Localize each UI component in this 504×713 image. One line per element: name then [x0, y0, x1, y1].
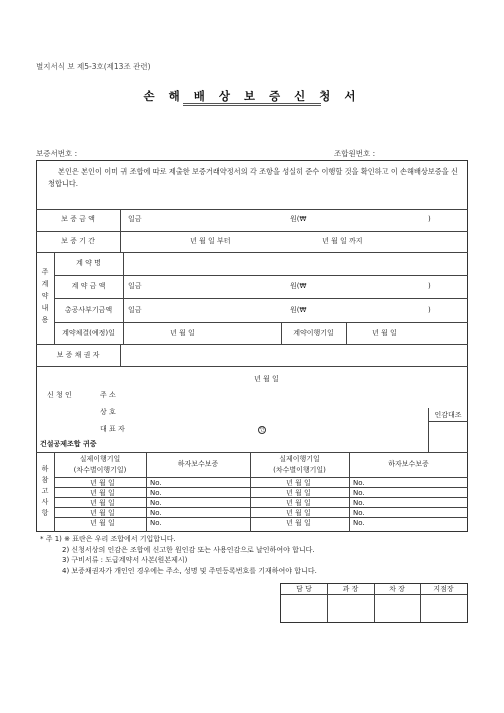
- sub-row-date-2[interactable]: 년 월 일: [286, 499, 311, 507]
- subcontract-label: 총공사부기금액: [64, 306, 113, 314]
- approval-staff: 담 당: [296, 585, 312, 593]
- applicant-address-label: 주 소: [100, 391, 116, 399]
- bond-amount-ilgeum: 일금: [128, 215, 142, 223]
- sub-row-date[interactable]: 년 월 일: [90, 509, 115, 517]
- row-line: [36, 452, 468, 453]
- form-title: 손 해 배 상 보 증 신 청 서: [143, 89, 361, 103]
- sub-row-no-2[interactable]: No.: [353, 519, 365, 527]
- contract-date[interactable]: 년 월 일: [170, 329, 195, 337]
- title-underline-2: [183, 105, 321, 106]
- sub-row-line: [54, 487, 468, 488]
- sub-col-header-4: 하자보수보증: [388, 460, 429, 468]
- sub-row-no-2[interactable]: No.: [353, 499, 365, 507]
- sub-row-line: [54, 477, 468, 478]
- sub-row-date-2[interactable]: 년 월 일: [286, 519, 311, 527]
- applicant-representative-label: 대 표 자: [100, 425, 125, 433]
- row-line: [36, 252, 468, 253]
- sub-row-no[interactable]: No.: [150, 479, 162, 487]
- performance-date[interactable]: 년 월 일: [372, 329, 397, 337]
- contract-amount-won[interactable]: 원(₩: [290, 282, 307, 290]
- sub-row-date[interactable]: 년 월 일: [90, 499, 115, 507]
- sub-row-line: [54, 497, 468, 498]
- contract-amount-ilgeum: 일금: [128, 282, 142, 290]
- col-line: [123, 252, 124, 344]
- applicant-label: 신 청 인: [47, 391, 72, 399]
- subcontract-won[interactable]: 원(₩: [290, 306, 307, 314]
- bond-amount-label: 보 증 금 액: [61, 215, 95, 223]
- sub-row-line: [54, 507, 468, 508]
- note-3: 3) 구비서류 : 도급계약서 사본(원본제시): [62, 556, 188, 564]
- sub-row-no[interactable]: No.: [150, 489, 162, 497]
- sub-col-line: [54, 452, 55, 532]
- col-line: [120, 209, 121, 252]
- title-underline: [183, 103, 321, 104]
- row-line: [54, 275, 468, 276]
- form-reference: 별지서식 보 제5-3호(제13조 관련): [36, 62, 151, 71]
- sub-row-date[interactable]: 년 월 일: [90, 489, 115, 497]
- bond-number-label: 보증서번호 :: [36, 149, 78, 158]
- member-number-label: 조합원번호 :: [334, 149, 376, 158]
- row-line: [36, 344, 468, 345]
- col-line: [120, 344, 121, 366]
- note-2: 2) 신청서상의 인감은 조합에 신고한 원인감 또는 사용인감으로 날인하여야 합니다.: [62, 545, 315, 554]
- sub-row-line: [54, 517, 468, 518]
- row-line: [54, 298, 468, 299]
- sub-row-date[interactable]: 년 월 일: [90, 479, 115, 487]
- note-4: 4) 보증채권자가 개인인 경우에는 주소, 성명 및 주민등록번호를 기재하여야 합니다.: [62, 566, 317, 575]
- sub-row-no[interactable]: No.: [150, 519, 162, 527]
- approval-branch-head: 지점장: [433, 585, 454, 593]
- bond-period-to[interactable]: 년 월 일 까지: [322, 237, 363, 245]
- sub-row-date[interactable]: 년 월 일: [90, 519, 115, 527]
- applicant-company-label: 상 호: [100, 408, 116, 416]
- sub-col-line: [250, 452, 251, 532]
- row-line: [36, 366, 468, 367]
- seal-check-label: 인감대조: [434, 411, 462, 419]
- association-recipient: 건설공제조합 귀중: [40, 440, 97, 448]
- col-line: [346, 322, 347, 344]
- bond-amount-won[interactable]: 원(₩: [290, 215, 307, 223]
- sub-row-date-2[interactable]: 년 월 일: [286, 489, 311, 497]
- row-line: [36, 231, 468, 232]
- reference-side-label: 하 참 고 사 항: [41, 465, 49, 517]
- sub-row-no[interactable]: No.: [150, 499, 162, 507]
- contract-date-label: 계약체결(예정)일: [62, 329, 115, 337]
- note-1: * 주 1) ※ 표란은 우리 조합에서 기입합니다.: [40, 535, 176, 543]
- obligee-label: 보 증 채 권 자: [56, 351, 100, 359]
- sub-col-header-3b: (차수별이행기일): [273, 466, 326, 474]
- performance-date-label: 계약이행기일: [293, 329, 334, 337]
- sub-row-no[interactable]: No.: [150, 509, 162, 517]
- sub-row-no-2[interactable]: No.: [353, 509, 365, 517]
- notes: [40, 534, 317, 576]
- sub-row-no-2[interactable]: No.: [353, 489, 365, 497]
- row-line: [54, 322, 468, 323]
- subcontract-ilgeum: 일금: [128, 306, 142, 314]
- contract-name-label: 계 약 명: [76, 259, 101, 267]
- subcontract-close: ): [428, 306, 431, 314]
- row-line: [36, 209, 468, 210]
- approval-manager: 과 장: [342, 585, 359, 593]
- sub-row-date-2[interactable]: 년 월 일: [286, 509, 311, 517]
- intro-text: 본인은 본인이 이미 귀 조합에 따로 제출한 보증거래약정서의 각 조항을 성실히 준수 이행할 것을 확인하고 이 손해배상보증을 신청합니다.: [48, 167, 458, 188]
- contract-amount-label: 계 약 금 액: [71, 282, 106, 290]
- bond-period-label: 보 증 기 간: [61, 237, 95, 245]
- sub-col-header-1b: (차수별이행기일): [73, 466, 127, 474]
- sub-col-header-3: 실제이행기일: [279, 455, 320, 463]
- contract-amount-close: ): [428, 282, 431, 290]
- sub-row-date-2[interactable]: 년 월 일: [286, 479, 311, 487]
- sub-col-header-2: 하자보수보증: [177, 460, 219, 468]
- approval-deputy: 차 장: [389, 585, 405, 593]
- seal-mark: 인: [259, 427, 265, 433]
- bond-amount-close: ): [428, 215, 431, 223]
- approval-box: [280, 583, 468, 623]
- sub-col-header-1: 실제이행기일: [79, 455, 121, 463]
- sub-row-no-2[interactable]: No.: [353, 479, 365, 487]
- bond-period-from[interactable]: 년 월 일 부터: [190, 237, 231, 245]
- seal-check-line: [428, 421, 468, 422]
- main-contract-label: 주 계 약 내 용: [41, 268, 49, 324]
- application-date[interactable]: 년 월 일: [254, 375, 279, 383]
